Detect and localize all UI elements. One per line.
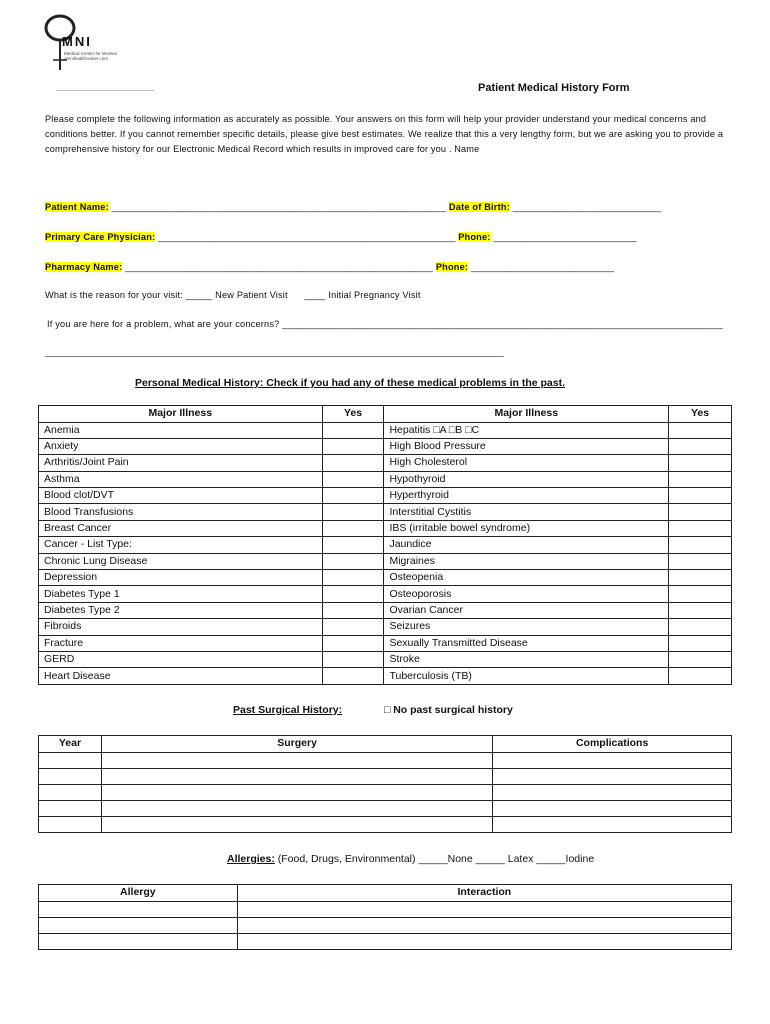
illness-name: Anemia bbox=[39, 422, 323, 438]
yes-checkbox-cell[interactable] bbox=[322, 455, 384, 471]
pcp-field[interactable]: ________________________________________________________ bbox=[158, 232, 456, 242]
new-patient-field[interactable]: _____ bbox=[185, 290, 213, 300]
intro-paragraph: Please complete the following information as accurately as possible. Your answers on this form will help your provider understand your medical concerns and conditions better. If you cannot remember specific details, please give best estimates. We realize that this a very lengthy form, but we are asking you to provide a comprehensive history for our Electronic Medical Record which results in improved care for you . Name bbox=[45, 114, 724, 154]
pcp-phone-field[interactable]: ___________________________ bbox=[493, 232, 637, 242]
pregnancy-field[interactable]: ____ bbox=[304, 290, 326, 300]
col-yes-left: Yes bbox=[322, 406, 384, 423]
table-row bbox=[39, 504, 732, 520]
surgical-table bbox=[38, 735, 732, 833]
col-allergy: Allergy bbox=[39, 885, 238, 902]
pcp-phone-label: Phone: bbox=[458, 232, 491, 242]
table-row bbox=[39, 471, 732, 487]
complications-cell[interactable] bbox=[493, 800, 732, 816]
col-surgery: Surgery bbox=[101, 736, 492, 753]
illness-name: Fibroids bbox=[39, 619, 323, 635]
year-cell[interactable] bbox=[39, 768, 102, 784]
pcp-label: Primary Care Physician: bbox=[45, 232, 156, 242]
table-row bbox=[39, 537, 732, 553]
yes-checkbox-cell[interactable] bbox=[669, 520, 732, 536]
table-row bbox=[39, 455, 732, 471]
patient-name-row bbox=[45, 202, 661, 212]
yes-checkbox-cell[interactable] bbox=[669, 619, 732, 635]
concerns-extra-line[interactable]: _______________________________________________________________________________________________________________________ bbox=[45, 348, 504, 357]
illness-name: Sexually Transmitted Disease bbox=[384, 635, 669, 651]
table-row bbox=[39, 668, 732, 684]
illness-name: Chronic Lung Disease bbox=[39, 553, 323, 569]
table-row bbox=[39, 488, 732, 504]
illness-name: Hypothyroid bbox=[384, 471, 669, 487]
col-year: Year bbox=[39, 736, 102, 753]
yes-checkbox-cell[interactable] bbox=[669, 668, 732, 684]
pharmacy-phone-label: Phone: bbox=[435, 262, 469, 272]
yes-checkbox-cell[interactable] bbox=[322, 602, 384, 618]
yes-checkbox-cell[interactable] bbox=[322, 635, 384, 651]
col-interaction: Interaction bbox=[237, 885, 731, 902]
complications-cell[interactable] bbox=[493, 752, 732, 768]
pcp-row bbox=[45, 232, 637, 242]
yes-checkbox-cell[interactable] bbox=[322, 537, 384, 553]
table-row bbox=[39, 438, 732, 454]
yes-checkbox-cell[interactable] bbox=[322, 488, 384, 504]
allergy-rows bbox=[39, 901, 732, 949]
yes-checkbox-cell[interactable] bbox=[669, 455, 732, 471]
pharmacy-row bbox=[45, 262, 614, 272]
allergies-options[interactable]: (Food, Drugs, Environmental) _____None _____ Latex _____Iodine bbox=[274, 853, 595, 865]
yes-checkbox-cell[interactable] bbox=[669, 438, 732, 454]
illness-name: Migraines bbox=[384, 553, 669, 569]
yes-checkbox-cell[interactable] bbox=[322, 570, 384, 586]
year-cell[interactable] bbox=[39, 752, 102, 768]
table-row bbox=[39, 752, 732, 768]
illness-name: Ovarian Cancer bbox=[384, 602, 669, 618]
illness-name: Hyperthyroid bbox=[384, 488, 669, 504]
table-row bbox=[39, 800, 732, 816]
yes-checkbox-cell[interactable] bbox=[322, 504, 384, 520]
surgical-heading: Past Surgical History: bbox=[233, 704, 343, 716]
table-row bbox=[39, 520, 732, 536]
year-cell[interactable] bbox=[39, 800, 102, 816]
col-complications: Complications bbox=[493, 736, 732, 753]
yes-checkbox-cell[interactable] bbox=[322, 619, 384, 635]
header-rule bbox=[56, 90, 154, 91]
illness-name: Jaundice bbox=[384, 537, 669, 553]
illness-name: Cancer - List Type: bbox=[39, 537, 323, 553]
table-row bbox=[39, 784, 732, 800]
illness-name: Breast Cancer bbox=[39, 520, 323, 536]
yes-checkbox-cell[interactable] bbox=[669, 553, 732, 569]
allergies-heading-row bbox=[227, 853, 594, 865]
yes-checkbox-cell[interactable] bbox=[669, 586, 732, 602]
illness-name: Seizures bbox=[384, 619, 669, 635]
surgery-cell[interactable] bbox=[101, 800, 492, 816]
illness-name: IBS (irritable bowel syndrome) bbox=[384, 520, 669, 536]
yes-checkbox-cell[interactable] bbox=[669, 651, 732, 667]
table-row bbox=[39, 570, 732, 586]
concerns-field[interactable]: ___________________________________________________________________________________ bbox=[282, 319, 723, 329]
year-cell[interactable] bbox=[39, 816, 102, 832]
illness-name: Asthma bbox=[39, 471, 323, 487]
visit-reason-row bbox=[45, 290, 421, 300]
col-illness-left: Major Illness bbox=[39, 406, 323, 423]
yes-checkbox-cell[interactable] bbox=[322, 422, 384, 438]
illness-name: Arthritis/Joint Pain bbox=[39, 455, 323, 471]
yes-checkbox-cell[interactable] bbox=[322, 520, 384, 536]
yes-checkbox-cell[interactable] bbox=[669, 504, 732, 520]
illness-name: Diabetes Type 2 bbox=[39, 602, 323, 618]
illness-name: Hepatitis □A □B □C bbox=[384, 422, 669, 438]
illness-name: High Cholesterol bbox=[384, 455, 669, 471]
no-surgery-checkbox[interactable]: □ No past surgical history bbox=[383, 704, 513, 716]
illness-name: High Blood Pressure bbox=[384, 438, 669, 454]
patient-name-label: Patient Name: bbox=[45, 202, 109, 212]
yes-checkbox-cell[interactable] bbox=[322, 668, 384, 684]
illness-name: GERD bbox=[39, 651, 323, 667]
dob-label: Date of Birth: bbox=[448, 202, 510, 212]
interaction-cell[interactable] bbox=[237, 917, 731, 933]
patient-name-field[interactable]: _______________________________________________________________ bbox=[111, 202, 447, 212]
yes-checkbox-cell[interactable] bbox=[669, 635, 732, 651]
logo-brand: MNI bbox=[62, 34, 92, 49]
yes-checkbox-cell[interactable] bbox=[322, 471, 384, 487]
surgery-cell[interactable] bbox=[101, 752, 492, 768]
table-row bbox=[39, 651, 732, 667]
illness-name: Fracture bbox=[39, 635, 323, 651]
table-row bbox=[39, 933, 732, 949]
allergy-cell[interactable] bbox=[39, 917, 238, 933]
table-row bbox=[39, 901, 732, 917]
pregnancy-label: Initial Pregnancy Visit bbox=[328, 290, 421, 300]
new-patient-label: New Patient Visit bbox=[215, 290, 288, 300]
medical-history-rows bbox=[39, 422, 732, 684]
table-row bbox=[39, 816, 732, 832]
yes-checkbox-cell[interactable] bbox=[669, 471, 732, 487]
illness-name: Interstitial Cystitis bbox=[384, 504, 669, 520]
illness-name: Blood clot/DVT bbox=[39, 488, 323, 504]
surgery-cell[interactable] bbox=[101, 768, 492, 784]
dob-field[interactable]: ____________________________ bbox=[512, 202, 662, 212]
table-row bbox=[39, 768, 732, 784]
illness-name: Depression bbox=[39, 570, 323, 586]
table-row bbox=[39, 553, 732, 569]
complications-cell[interactable] bbox=[493, 784, 732, 800]
table-row bbox=[39, 619, 732, 635]
yes-checkbox-cell[interactable] bbox=[669, 422, 732, 438]
logo-subtitle: Medical Center for Women omnihealthcenter.com bbox=[64, 51, 118, 61]
illness-name: Diabetes Type 1 bbox=[39, 586, 323, 602]
medical-history-table bbox=[38, 405, 732, 685]
complications-cell[interactable] bbox=[493, 768, 732, 784]
pharmacy-label: Pharmacy Name: bbox=[45, 262, 123, 272]
col-illness-right: Major Illness bbox=[384, 406, 669, 423]
table-row bbox=[39, 635, 732, 651]
visit-reason-label: What is the reason for your visit: bbox=[45, 290, 184, 300]
illness-name: Anxiety bbox=[39, 438, 323, 454]
yes-checkbox-cell[interactable] bbox=[322, 438, 384, 454]
yes-checkbox-cell[interactable] bbox=[669, 570, 732, 586]
surgery-cell[interactable] bbox=[101, 784, 492, 800]
illness-name: Tuberculosis (TB) bbox=[384, 668, 669, 684]
allergy-cell[interactable] bbox=[39, 933, 238, 949]
concerns-row bbox=[47, 319, 723, 329]
interaction-cell[interactable] bbox=[237, 933, 731, 949]
table-row bbox=[39, 586, 732, 602]
table-row bbox=[39, 917, 732, 933]
illness-name: Heart Disease bbox=[39, 668, 323, 684]
allergies-heading: Allergies: bbox=[227, 853, 275, 865]
illness-name: Stroke bbox=[384, 651, 669, 667]
allergy-cell[interactable] bbox=[39, 901, 238, 917]
table-row bbox=[39, 422, 732, 438]
surgery-cell[interactable] bbox=[101, 816, 492, 832]
yes-checkbox-cell[interactable] bbox=[322, 651, 384, 667]
illness-name: Osteopenia bbox=[384, 570, 669, 586]
concerns-label: If you are here for a problem, what are your concerns? bbox=[47, 319, 280, 329]
yes-checkbox-cell[interactable] bbox=[669, 537, 732, 553]
complications-cell[interactable] bbox=[493, 816, 732, 832]
surgical-heading-row bbox=[233, 704, 513, 716]
yes-checkbox-cell[interactable] bbox=[322, 586, 384, 602]
allergy-table bbox=[38, 884, 732, 950]
form-title: Patient Medical History Form bbox=[478, 82, 630, 94]
medical-history-heading: Personal Medical History: Check if you had any of these medical problems in the past. bbox=[135, 377, 566, 389]
illness-name: Blood Transfusions bbox=[39, 504, 323, 520]
pharmacy-field[interactable]: __________________________________________________________ bbox=[125, 262, 434, 272]
illness-name: Osteoporosis bbox=[384, 586, 669, 602]
col-yes-right: Yes bbox=[669, 406, 732, 423]
yes-checkbox-cell[interactable] bbox=[322, 553, 384, 569]
pharmacy-phone-field[interactable]: ___________________________ bbox=[470, 262, 615, 272]
yes-checkbox-cell[interactable] bbox=[669, 488, 732, 504]
omni-logo bbox=[40, 14, 160, 70]
surgical-rows bbox=[39, 752, 732, 832]
interaction-cell[interactable] bbox=[237, 901, 731, 917]
table-row bbox=[39, 602, 732, 618]
yes-checkbox-cell[interactable] bbox=[669, 602, 732, 618]
year-cell[interactable] bbox=[39, 784, 102, 800]
